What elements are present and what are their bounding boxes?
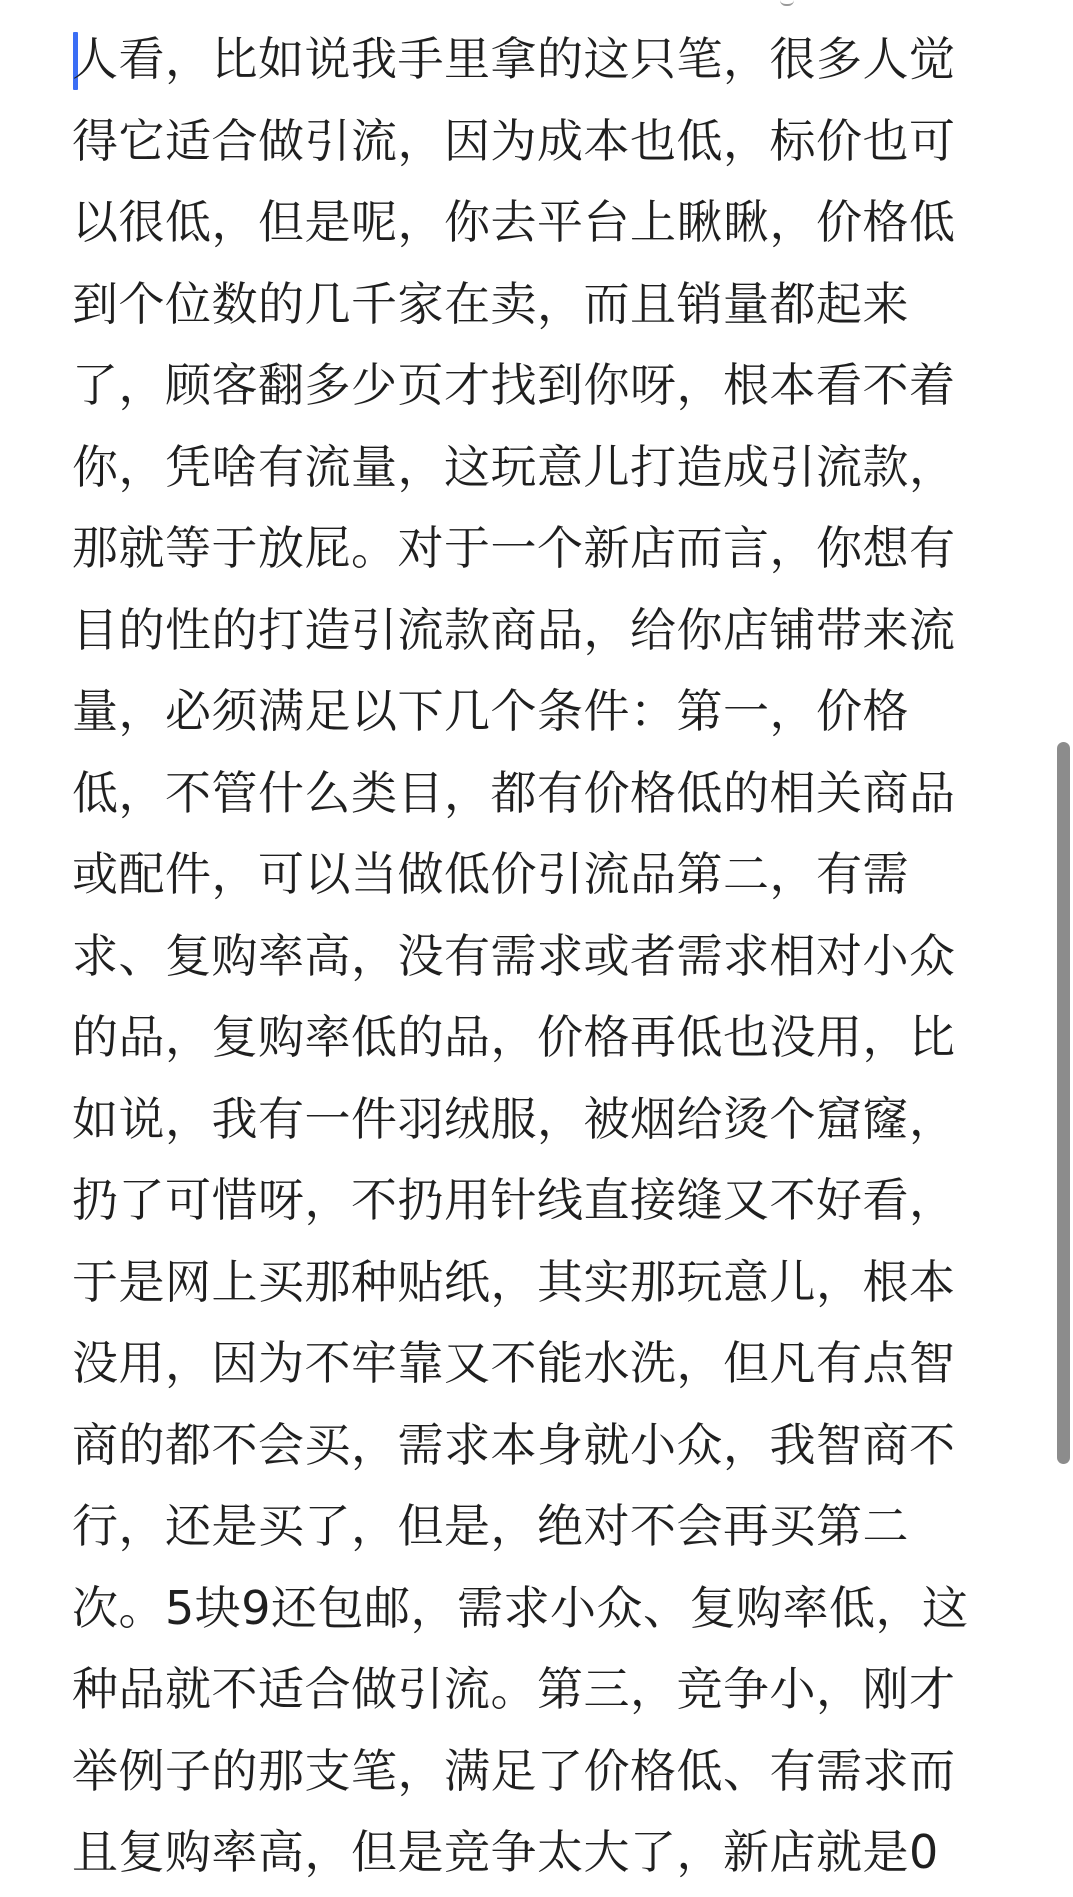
scrollbar-thumb[interactable]: [1057, 742, 1070, 1464]
text-line-5: 了，顾客翻多少页才找到你呀，根本看不着: [72, 358, 956, 412]
text-line-6: 你，凭啥有流量，这玩意儿打造成引流款，: [72, 439, 956, 494]
text-line-21: 种品就不适合做引流。第三，竞争小，刚才: [72, 1662, 956, 1716]
text-line-20: 次。5块9还包邮，需求小众、复购率低，这: [72, 1580, 969, 1635]
text-line-12: 求、复购率高，没有需求或者需求相对小众: [72, 928, 956, 983]
text-line-3: 以很低，但是呢，你去平台上瞅瞅，价格低: [72, 195, 956, 249]
text-line-16: 于是网上买那种贴纸，其实那玩意儿，根本: [72, 1254, 956, 1309]
text-line-11: 或配件，可以当做低价引流品第二，有需: [72, 847, 909, 901]
text-line-22: 举例子的那支笔，满足了价格低、有需求而: [72, 1743, 956, 1798]
text-line-4: 到个位数的几千家在卖，而且销量都起来: [72, 276, 909, 331]
text-line-14: 如说，我有一件羽绒服，被烟给烫个窟窿，: [72, 1091, 956, 1146]
document-text[interactable]: [72, 22, 1012, 1897]
top-edge-mark: [780, 0, 794, 6]
text-line-19: 行，还是买了，但是，绝对不会再买第二: [72, 1499, 909, 1553]
text-line-8: 目的性的打造引流款商品，给你店铺带来流: [72, 602, 956, 657]
text-line-17: 没用，因为不牢靠又不能水洗，但凡有点智: [72, 1336, 956, 1390]
text-line-15: 扔了可惜呀，不扔用针线直接缝又不好看，: [72, 1173, 956, 1227]
text-line-10: 低，不管什么类目，都有价格低的相关商品: [72, 765, 956, 820]
text-line-7: 那就等于放屁。对于一个新店而言，你想有: [72, 521, 956, 575]
text-line-18: 商的都不会买，需求本身就小众，我智商不: [72, 1417, 956, 1472]
text-line-23: 且复购率高，但是竞争太大了，新店就是0: [72, 1825, 939, 1879]
text-line-1: 人看，比如说我手里拿的这只笔，很多人觉: [72, 32, 956, 86]
text-line-2: 得它适合做引流，因为成本也低，标价也可: [72, 113, 956, 168]
text-line-9: 量，必须满足以下几个条件：第一，价格: [72, 684, 909, 738]
text-line-13: 的品，复购率低的品，价格再低也没用，比: [72, 1010, 956, 1064]
